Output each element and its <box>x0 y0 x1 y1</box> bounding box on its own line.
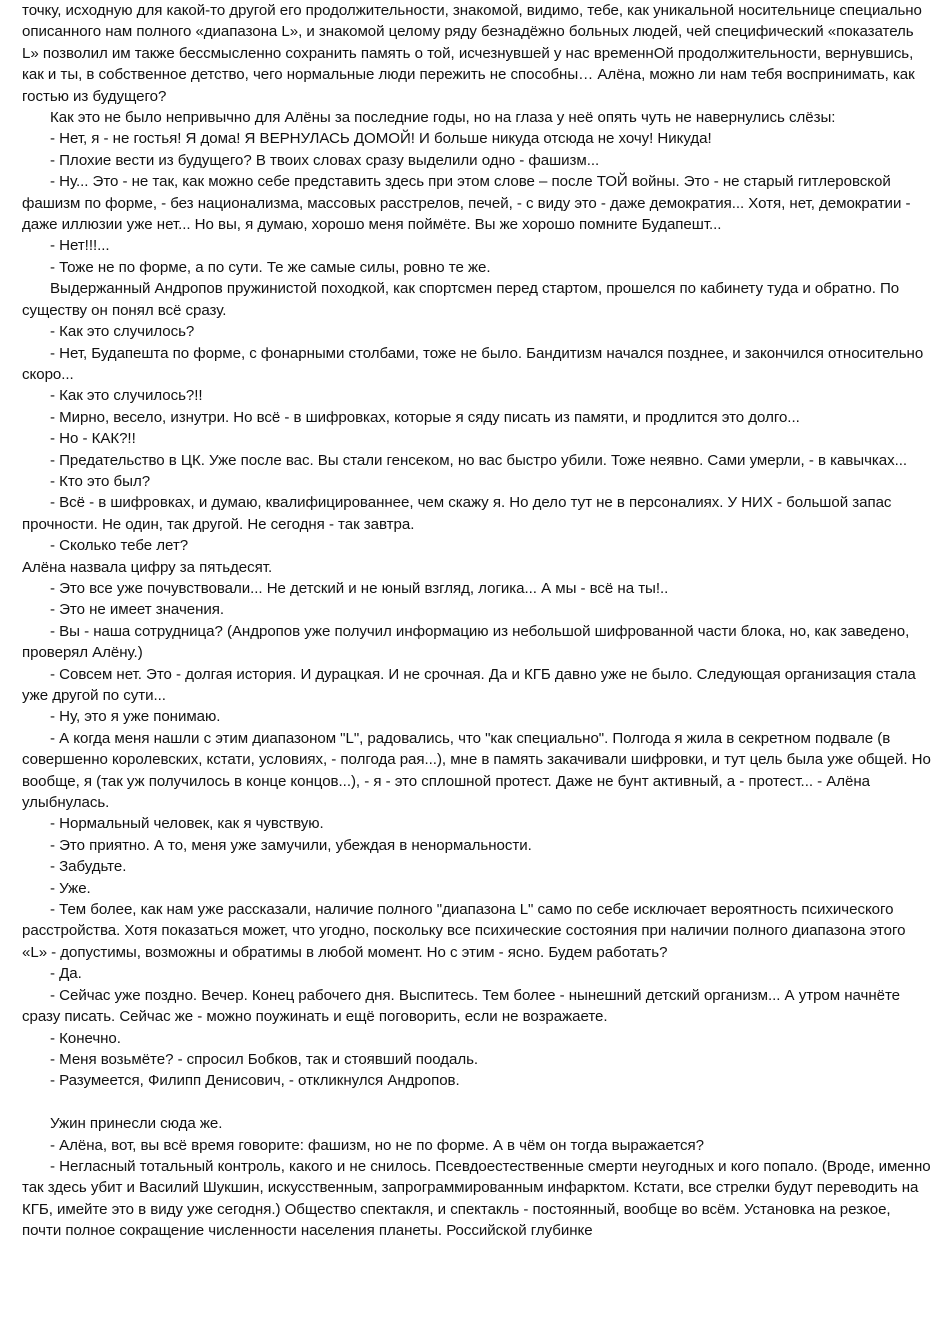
paragraph-9: - Как это случилось? <box>50 323 195 341</box>
paragraph-30: - Да. <box>50 965 82 983</box>
blank-line <box>22 1092 932 1113</box>
paragraph-24: - А когда меня нашли с этим диапазоном "L", радовались, что "как специально". Полгода я жила в секретном подвале (в совершенно королевских, кстати, условиях, - полгода рая...), мне в память закачивали шифровки, и тут цель была уже общей. Но вообще, я (так уж получилось в конце концов...), - я - это сплошной протест. Даже не бунт активный, а - протест... - Алёна улыбнулась. <box>22 729 931 812</box>
paragraph-38: - Негласный тотальный контроль, какого и не снилось. Псевдоестественные смерти неугодных и кого попало. (Вроде, именно так здесь убит и Василий Шукшин, искусственным, запрограммированным инфарктом. Кстати, все стрелки будут переводить на КГБ, имейте это в виду уже сегодня.) Общество спектакля, и спектакль - постоянный, вообще во всём. Установка на резкое, почти полное сокращение численности населения планеты. Российской глубинке <box>22 1157 931 1240</box>
paragraph-22: - Совсем нет. Это - долгая история. И дурацкая. И не срочная. Да и КГБ давно уже не было. Следующая организация стала уже другой по сути... <box>22 665 916 704</box>
paragraph-13: - Но - КАК?!! <box>50 430 136 448</box>
paragraph-26: - Это приятно. А то, меня уже замучили, убеждая в ненормальности. <box>50 836 532 854</box>
paragraph-37: - Алёна, вот, вы всё время говорите: фашизм, но не по форме. А в чём он тогда выражается? <box>50 1136 704 1154</box>
paragraph-31: - Сейчас уже поздно. Вечер. Конец рабочего дня. Выспитесь. Тем более - нынешний детский организм... А утром начнёте сразу писать. Сейчас же - можно поужинать и ещё поговорить, если не возражаете. <box>22 986 901 1026</box>
paragraph-21: - Вы - наша сотрудница? (Андропов уже получил информацию из небольшой шифрованной части блока, но, как заведено, проверял Алёну.) <box>22 622 910 662</box>
document-page <box>22 0 932 1242</box>
paragraph-16: - Всё - в шифровках, и думаю, квалифицированнее, чем скажу я. Но дело тут не в персоналиях. У НИХ - большой запас прочности. Не один, так другой. Не сегодня - так завтра. <box>22 494 892 533</box>
paragraph-14: - Предательство в ЦК. Уже после вас. Вы стали генсеком, но вас быстро убили. Тоже неявно. Сами умерли, - в кавычках... <box>50 451 908 469</box>
paragraph-29: - Тем более, как нам уже рассказали, наличие полного "диапазона L" само по себе исключает вероятность психического расстройства. Хотя показаться может, что угодно, поскольку все психические состояния при наличии полного диапазона этого «L» - допустимы, возможны и обратимы в любой момент. Но с этим - ясно. Будем работать? <box>22 901 906 961</box>
paragraph-25: - Нормальный человек, как я чувствую. <box>50 815 324 833</box>
paragraph-12: - Мирно, весело, изнутри. Но всё - в шифровках, которые я сяду писать из памяти, и продлится это долго... <box>50 408 800 426</box>
paragraph-4: - Плохие вести из будущего? В твоих словах сразу выделили одно - фашизм... <box>50 151 600 169</box>
paragraph-18: Алёна назвала цифру за пятьдесят. <box>22 558 273 576</box>
paragraph-34: - Разумеется, Филипп Денисович, - откликнулся Андропов. <box>50 1072 460 1090</box>
paragraph-19: - Это все уже почувствовали... Не детский и не юный взгляд, логика... А мы - всё на ты!.. <box>50 579 669 597</box>
paragraph-17: - Сколько тебе лет? <box>50 537 189 555</box>
paragraph-5: - Ну... Это - не так, как можно себе представить здесь при этом слове – после ТОЙ войны. Это - не старый гитлеровской фашизм по форме, - без национализма, массовых расстрелов, печей, - с виду это - даже демократия... Хотя, нет, демократии - даже иллюзии уже нет... Но вы, я думаю, хорошо меня поймёте. Вы же хорошо помните Будапешт... <box>22 173 911 234</box>
paragraph-32: - Конечно. <box>50 1029 121 1047</box>
paragraph-33: - Меня возьмёте? - спросил Бобков, так и стоявший поодаль. <box>50 1050 479 1068</box>
paragraph-36: Ужин принесли сюда же. <box>50 1115 223 1133</box>
paragraph-23: - Ну, это я уже понимаю. <box>50 708 221 726</box>
paragraph-11: - Как это случилось?!! <box>50 387 203 405</box>
paragraph-8: Выдержанный Андропов пружинистой походкой, как спортсмен перед стартом, прошелся по кабинету туда и обратно. По существу он понял всё сразу. <box>22 280 900 319</box>
paragraph-20: - Это не имеет значения. <box>50 601 225 619</box>
paragraph-27: - Забудьте. <box>50 858 127 876</box>
paragraph-10: - Нет, Будапешта по форме, с фонарными столбами, тоже не было. Бандитизм начался позднее, и закончился относительно скоро... <box>22 344 924 383</box>
paragraph-28: - Уже. <box>50 879 91 897</box>
paragraph-3: - Нет, я - не гостья! Я дома! Я ВЕРНУЛАСЬ ДОМОЙ! И больше никуда отсюда не хочу! Никуда! <box>50 130 712 148</box>
paragraph-15: - Кто это был? <box>50 472 151 490</box>
paragraph-6: - Нет!!!... <box>50 237 110 255</box>
paragraph-1: точку, исходную для какой-то другой его продолжительности, знакомой, видимо, тебе, как уникальной носительнице специально описанного нам полного «диапазона L», и знакомой целому ряду безнадёжно больных людей, чей специфический «показатель L» позволил им также бессмысленно сохранить память о той, исчезнувшей у нас временнОй продолжительности, вернувшись, как и ты, в собственное детство, чего нормальные люди пережить не способны… Алёна, можно ли нам тебя воспринимать, как гостью из будущего? <box>22 2 922 105</box>
paragraph-7: - Тоже не по форме, а по сути. Те же самые силы, ровно те же. <box>50 258 491 276</box>
paragraph-2: Как это не было непривычно для Алёны за последние годы, но на глаза у неё опять чуть не навернулись слёзы: <box>50 109 836 127</box>
